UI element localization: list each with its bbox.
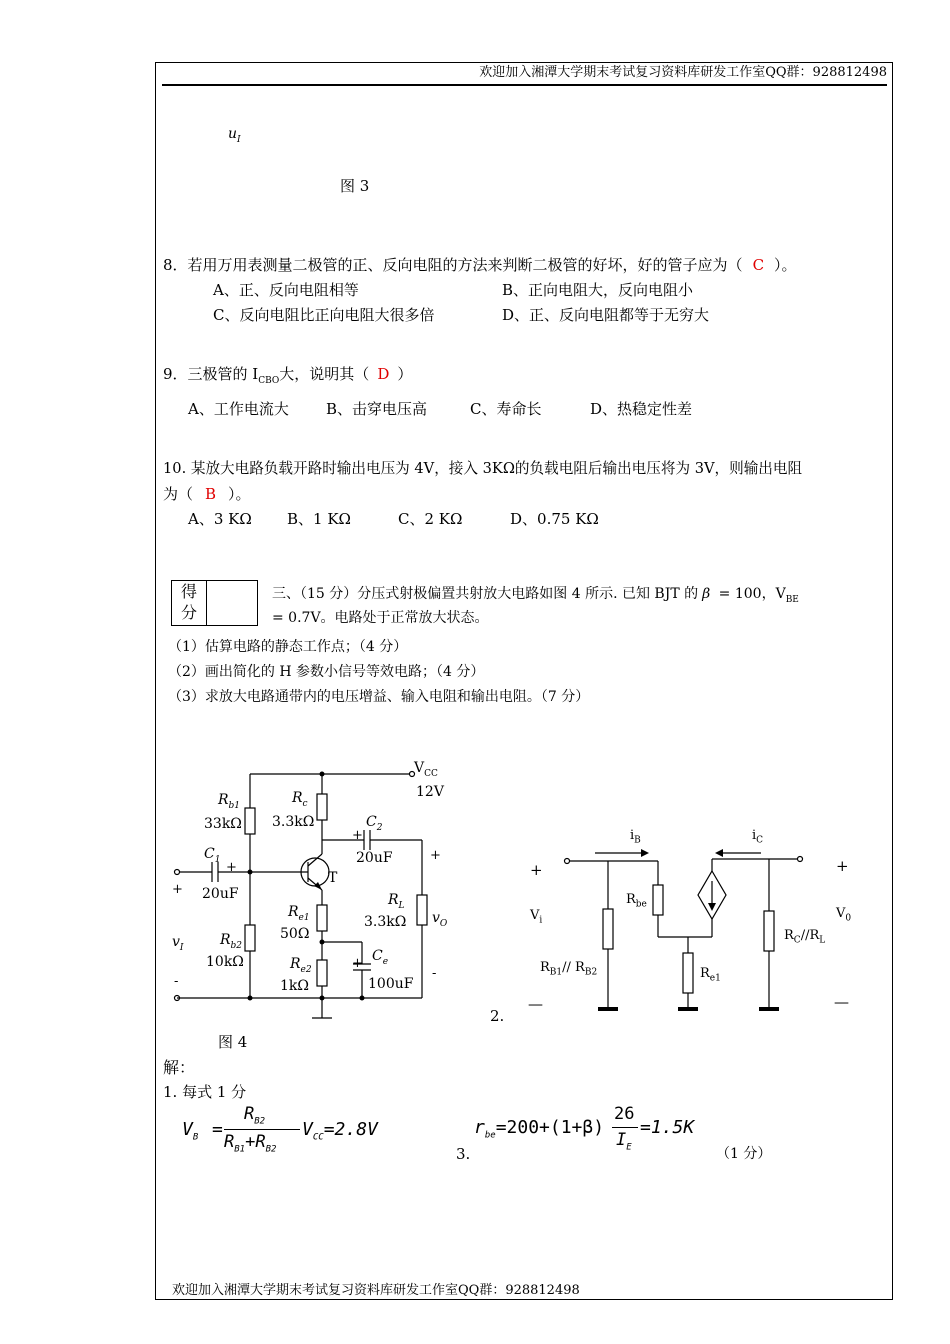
q8-answer: C — [752, 256, 765, 274]
section3-item-2: （2）画出简化的 H 参数小信号等效电路；（4 分） — [168, 664, 485, 680]
q9-option-d: D、热稳定性差 — [590, 400, 693, 418]
fig4-rb1-label: $R_{b1}$ — [218, 792, 241, 811]
small-signal-circuit — [525, 825, 865, 1020]
q10-option-b: B、1 KΩ — [287, 510, 351, 528]
ss-vo-minus: — — [834, 993, 849, 1011]
fig4-ce-plus: + — [352, 956, 363, 971]
section3-intro: 三、（15 分）分压式射极偏置共射放大电路如图 4 所示. 已知 BJT 的 β = 100，$V_{BE}$ — [272, 586, 799, 605]
ss-vo-label: $V_0$ — [836, 906, 852, 924]
fig4-vo-label: $v_O$ — [432, 910, 448, 929]
fig4-ce-label: $C_e$ — [372, 948, 389, 967]
score-label: 得 分 — [172, 581, 207, 625]
fig4-ce-value: 100uF — [368, 976, 414, 992]
page-header: 欢迎加入湘潭大学期末考试复习资料库研发工作室QQ群：928812498 — [162, 64, 887, 86]
solution-step1: 1. 每式 1 分 — [163, 1083, 247, 1101]
fig4-c1-value: 20uF — [202, 886, 239, 902]
fig4-rl-value: 3.3kΩ — [364, 914, 407, 930]
fig4-rb2-value: 10kΩ — [206, 954, 244, 970]
fig4-in-plus: + — [172, 882, 183, 897]
q10-line1: 10. 某放大电路负载开路时输出电压为 4V，接入 3KΩ的负载电阻后输出电压将为 3V，则输出电阻 — [163, 460, 803, 477]
q8-option-a: A、正、反向电阻相等 — [213, 281, 359, 299]
q8-option-d: D、正、反向电阻都等于无穷大 — [502, 306, 710, 324]
fig4-vcc-label: $V_{CC}$ — [414, 760, 438, 779]
ss-vi-plus: + — [530, 861, 543, 879]
fig4-rc-value: 3.3kΩ — [272, 814, 315, 830]
fig4-re2-label: $R_{e2}$ — [290, 956, 312, 975]
q8-option-b: B、正向电阻大，反向电阻小 — [502, 281, 694, 299]
solution-step3: 3. — [456, 1145, 471, 1163]
ss-ic-label: $i_C$ — [752, 828, 764, 846]
fig4-rc-label: $R_c$ — [292, 790, 308, 809]
q10-option-a: A、3 KΩ — [188, 510, 252, 528]
fig4-vi-label: $v_I$ — [172, 934, 184, 953]
fig4-c1-plus: + — [226, 860, 237, 875]
fig4-rb2-label: $R_{b2}$ — [220, 932, 243, 951]
fig4-transistor-label: T — [328, 870, 338, 886]
page-footer: 欢迎加入湘潭大学期末考试复习资料库研发工作室QQ群：928812498 — [172, 1283, 580, 1298]
section3-item-3: （3）求放大电路通带内的电压增益、输入电阻和输出电阻。（7 分） — [168, 689, 590, 705]
fig4-vcc-value: 12V — [416, 784, 444, 800]
ss-rcl-label: $R_C//R_L$ — [784, 928, 826, 946]
q9-answer: D — [377, 365, 390, 383]
q9-stem: 9．三极管的 $I_{CBO}$大，说明其（ D ） — [163, 365, 413, 386]
q10-line2: 为（ B ）。 — [163, 485, 251, 503]
q9-option-c: C、寿命长 — [470, 400, 542, 418]
fig4-out-minus: - — [432, 966, 437, 981]
q9-option-b: B、击穿电压高 — [326, 400, 428, 418]
fig4-re1-label: $R_{e1}$ — [288, 904, 310, 923]
section3-item-1: （1）估算电路的静态工作点；（4 分） — [168, 639, 408, 655]
ss-rb-label: $R_{B1}//$ $R_{B2}$ — [540, 960, 598, 978]
fig3-ui-label: $u_I$ — [228, 126, 241, 145]
fig4-c1-label: $C_1$ — [204, 846, 221, 865]
ss-vi-minus: — — [528, 995, 543, 1013]
fig4-re1-value: 50Ω — [280, 926, 310, 942]
fig4-caption: 图 4 — [218, 1033, 248, 1051]
q8-stem: 8．若用万用表测量二极管的正、反向电阻的方法来判断二极管的好坏，好的管子应为（ C ）。 — [163, 256, 797, 274]
fig4-rb1-value: 33kΩ — [204, 816, 242, 832]
solution-title: 解： — [163, 1058, 196, 1077]
section3-intro-line2: = 0.7V。电路处于正常放大状态。 — [272, 610, 489, 626]
q10-option-c: C、2 KΩ — [398, 510, 463, 528]
ss-rbe-label: $R_{be}$ — [626, 892, 647, 910]
ss-ib-label: $i_B$ — [630, 828, 641, 846]
fig4-rl-label: $R_L$ — [388, 892, 405, 911]
solution-score-note: （1 分） — [716, 1146, 772, 1162]
ss-vo-plus: + — [836, 857, 849, 875]
ss-vi-label: $V_i$ — [530, 908, 543, 926]
fig3-caption: 图 3 — [340, 177, 370, 195]
fig4-c2-label: $C_2$ — [366, 814, 383, 833]
q9-option-a: A、工作电流大 — [188, 400, 289, 418]
ss-re1-label: $R_{e1}$ — [700, 966, 721, 984]
q10-answer: B — [205, 485, 217, 503]
q10-option-d: D、0.75 KΩ — [510, 510, 599, 528]
ss-number: 2. — [490, 1007, 505, 1025]
q8-option-c: C、反向电阻比正向电阻大很多倍 — [213, 306, 435, 324]
fig4-re2-value: 1kΩ — [280, 978, 309, 994]
fig4-in-minus: - — [174, 974, 179, 989]
fig4-c2-plus: + — [352, 828, 363, 843]
fig4-c2-value: 20uF — [356, 850, 393, 866]
fig4-out-plus: + — [430, 848, 441, 863]
score-box — [171, 580, 258, 626]
